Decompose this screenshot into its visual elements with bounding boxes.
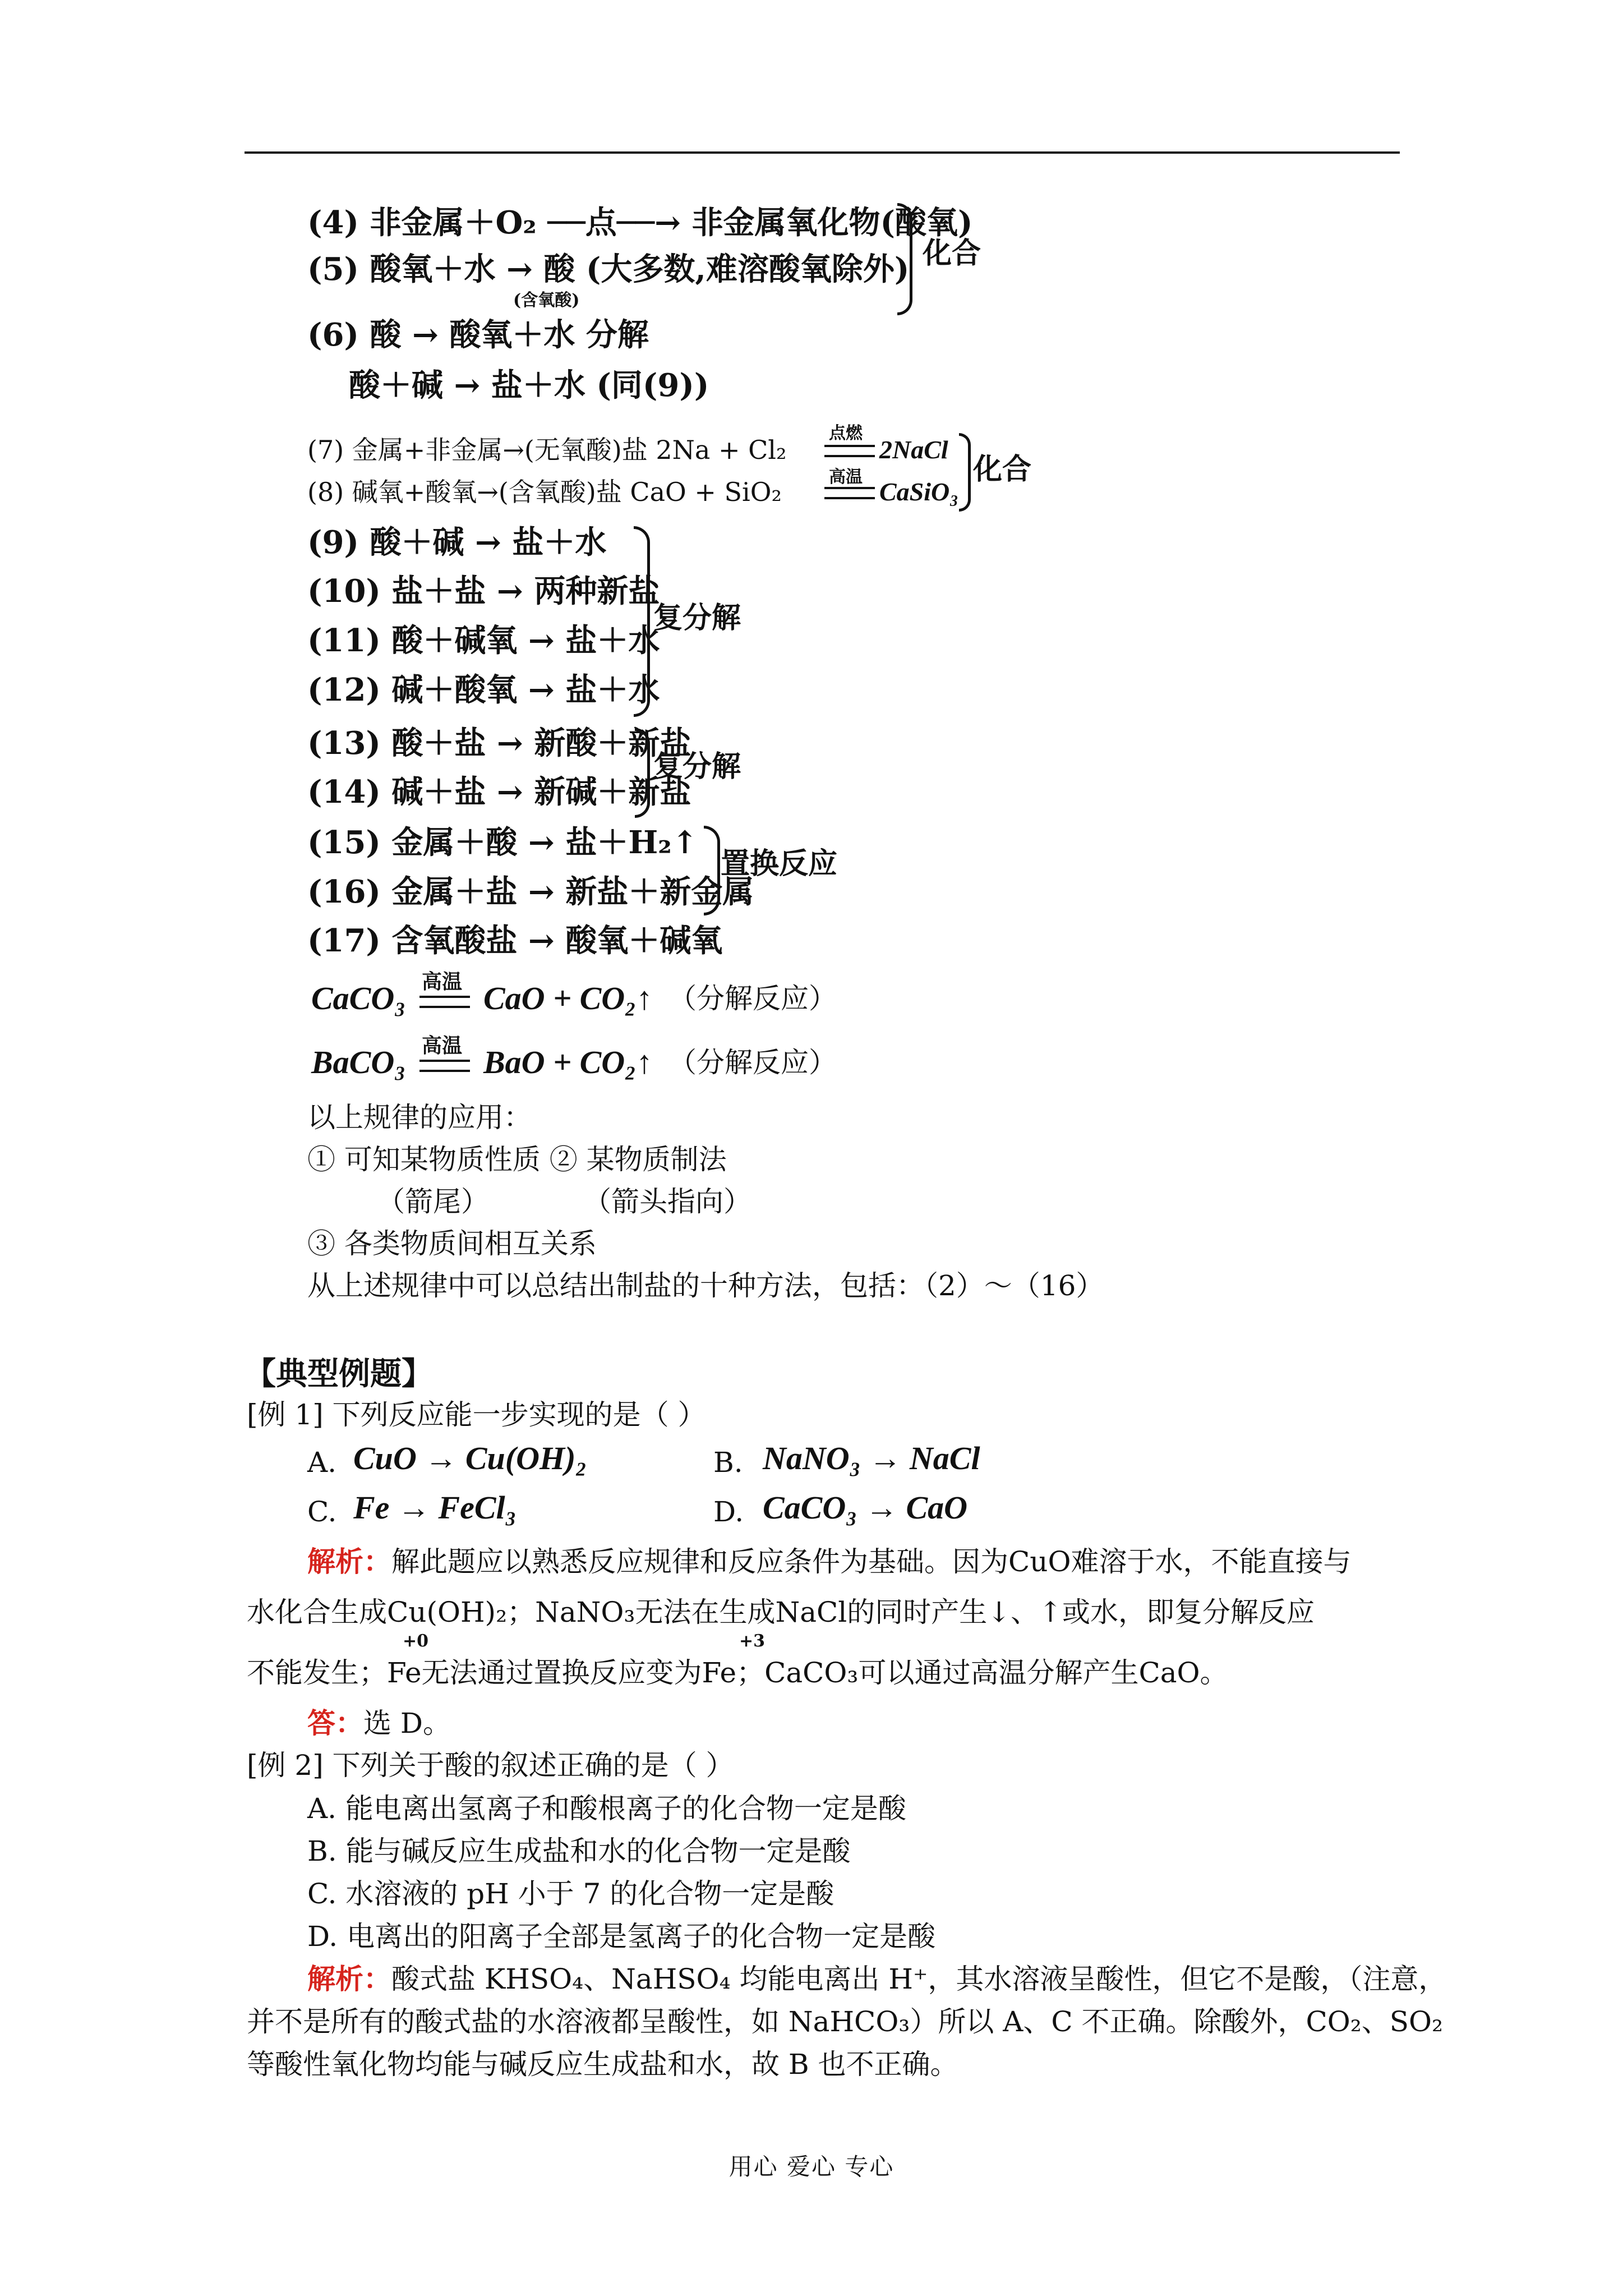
oxidation-state-0: +0 xyxy=(403,1631,429,1651)
brace-group4 xyxy=(634,526,650,717)
eq2-right: BaO + CO₂↑ xyxy=(483,1044,653,1080)
rule-8-cond: 高温 xyxy=(829,467,863,487)
rule-11: (11) 酸＋碱氧 → 盐＋水 xyxy=(307,622,660,659)
rule-6: (6) 酸 → 酸氧＋水 分解 xyxy=(307,316,649,353)
eq1-equals xyxy=(419,996,470,1008)
eq2-note: （分解反应） xyxy=(668,1046,837,1079)
label-group3: 化合 xyxy=(973,452,1032,486)
label-group1: 化合 xyxy=(923,236,981,270)
example2-option-b: B. 能与碱反应生成盐和水的化合物一定是酸 xyxy=(307,1835,851,1867)
rule-10: (10) 盐＋盐 → 两种新盐 xyxy=(307,573,660,610)
rule-12: (12) 碱＋酸氧 → 盐＋水 xyxy=(307,671,660,708)
eq1-right: CaO + CO₂↑ xyxy=(483,980,653,1016)
brace-group3 xyxy=(959,433,971,512)
eq2-cond: 高温 xyxy=(422,1034,463,1057)
example2-option-c: C. 水溶液的 pH 小于 7 的化合物一定是酸 xyxy=(307,1878,834,1910)
example2-analysis-label: 解析： xyxy=(307,1962,391,1995)
example1-answer-text: 选 D。 xyxy=(363,1707,451,1740)
rule-7: (7) 金属+非金属→(无氧酸)盐 2Na + Cl₂ xyxy=(307,435,787,465)
rule-8-equals xyxy=(824,487,875,499)
rule-17: (17) 含氧酸盐 → 酸氧＋碱氧 xyxy=(307,922,723,959)
eq1-cond: 高温 xyxy=(422,970,463,993)
eq2-left: BaCO₃ xyxy=(311,1044,406,1080)
oxidation-state-3: +3 xyxy=(739,1631,766,1651)
rule-5-note: (含氧酸) xyxy=(513,291,580,310)
header-rule xyxy=(245,151,1400,154)
rule-7-cond: 点燃 xyxy=(829,424,863,443)
application-item1: ① 可知某物质性质 ② 某物质制法 xyxy=(307,1143,727,1176)
application-summary: 从上述规律中可以总结出制盐的十种方法，包括：（2）～（16） xyxy=(307,1269,1104,1302)
example1-question: [例 1] 下列反应能一步实现的是（ ） xyxy=(247,1398,706,1431)
rule-8: (8) 碱氧+酸氧→(含氧酸)盐 CaO + SiO₂ xyxy=(307,477,782,507)
example1-analysis-2: 水化合生成Cu(OH)₂；NaNO₃无法在生成NaCl的同时产生↓、↑或水，即复分解反应 xyxy=(247,1596,1315,1628)
rule-4: (4) 非金属＋O₂ ──点──→ 非金属氧化物(酸氧) xyxy=(307,204,973,241)
rule-15: (15) 金属＋酸 → 盐＋H₂↑ xyxy=(307,824,698,861)
example1-b-formula: NaNO₃ → NaCl xyxy=(763,1440,980,1476)
example1-c-formula: Fe → FeCl₃ xyxy=(353,1489,517,1526)
example1-a-formula: CuO → Cu(OH)₂ xyxy=(353,1440,587,1476)
brace-group1 xyxy=(897,203,912,315)
example1-analysis-text-1: 解此题应以熟悉反应规律和反应条件为基础。因为CuO难溶于水，不能直接与 xyxy=(391,1545,1352,1578)
eq2-equals xyxy=(419,1060,470,1072)
application-note-a: （箭尾） xyxy=(377,1185,489,1218)
rule-8-product: CaSiO₃ xyxy=(879,477,959,506)
example1-c-label: C. xyxy=(307,1496,337,1528)
application-title: 以上规律的应用： xyxy=(307,1101,532,1134)
label-group5: 复分解 xyxy=(653,749,741,784)
rule-13: (13) 酸＋盐 → 新酸＋新盐 xyxy=(307,725,691,762)
example2-question: [例 2] 下列关于酸的叙述正确的是（ ） xyxy=(247,1749,734,1782)
rule-14: (14) 碱＋盐 → 新碱＋新盐 xyxy=(307,774,691,811)
example1-a-label: A. xyxy=(307,1446,337,1479)
rule-7-equals xyxy=(824,445,875,457)
eq1-left: CaCO₃ xyxy=(311,980,406,1016)
example1-d-label: D. xyxy=(713,1496,744,1528)
example1-answer xyxy=(307,1705,451,1741)
eq1-note: （分解反应） xyxy=(668,982,837,1015)
example1-analysis-label: 解析： xyxy=(307,1545,391,1578)
footer: 用心 爱心 专心 xyxy=(728,2153,895,2180)
example2-analysis-1 xyxy=(307,1961,1446,1997)
brace-group6 xyxy=(704,826,720,915)
example2-analysis-text-1: 酸式盐 KHSO₄、NaHSO₄ 均能电离出 H⁺，其水溶液呈酸性，但它不是酸，（注意， xyxy=(391,1963,1447,1995)
example1-analysis-1 xyxy=(307,1544,1351,1580)
example2-option-a: A. 能电离出氢离子和酸根离子的化合物一定是酸 xyxy=(307,1792,906,1825)
example2-analysis-3: 等酸性氧化物均能与碱反应生成盐和水，故 B 也不正确。 xyxy=(247,2048,958,2081)
rule-5: (5) 酸氧＋水 → 酸 (大多数,难溶酸氧除外) xyxy=(307,251,910,288)
rule-16: (16) 金属＋盐 → 新盐＋新金属 xyxy=(307,873,754,910)
example1-analysis-3: 不能发生；Fe无法通过置换反应变为Fe；CaCO₃可以通过高温分解产生CaO。 xyxy=(247,1657,1228,1689)
label-group6: 置换反应 xyxy=(721,846,838,881)
brace-group5 xyxy=(635,728,650,818)
rule-9: (9) 酸＋碱 → 盐＋水 xyxy=(307,524,607,561)
example1-d-formula: CaCO₃ → CaO xyxy=(763,1489,968,1526)
example2-option-d: D. 电离出的阳离子全部是氢离子的化合物一定是酸 xyxy=(307,1920,936,1953)
section-title: 【典型例题】 xyxy=(245,1355,433,1392)
example2-analysis-2: 并不是所有的酸式盐的水溶液都呈酸性，如 NaHCO₃）所以 A、C 不正确。除酸外，CO₂、SO₂ xyxy=(247,2005,1444,2038)
application-note-b: （箭头指向） xyxy=(583,1185,751,1218)
rule-6b: 酸＋碱 → 盐＋水 (同(9)) xyxy=(349,367,709,404)
example1-answer-label: 答： xyxy=(307,1706,363,1740)
label-group4: 复分解 xyxy=(653,601,741,635)
application-item3: ③ 各类物质间相互关系 xyxy=(307,1227,597,1260)
rule-7-product: 2NaCl xyxy=(879,435,948,464)
example1-b-label: B. xyxy=(713,1446,743,1479)
